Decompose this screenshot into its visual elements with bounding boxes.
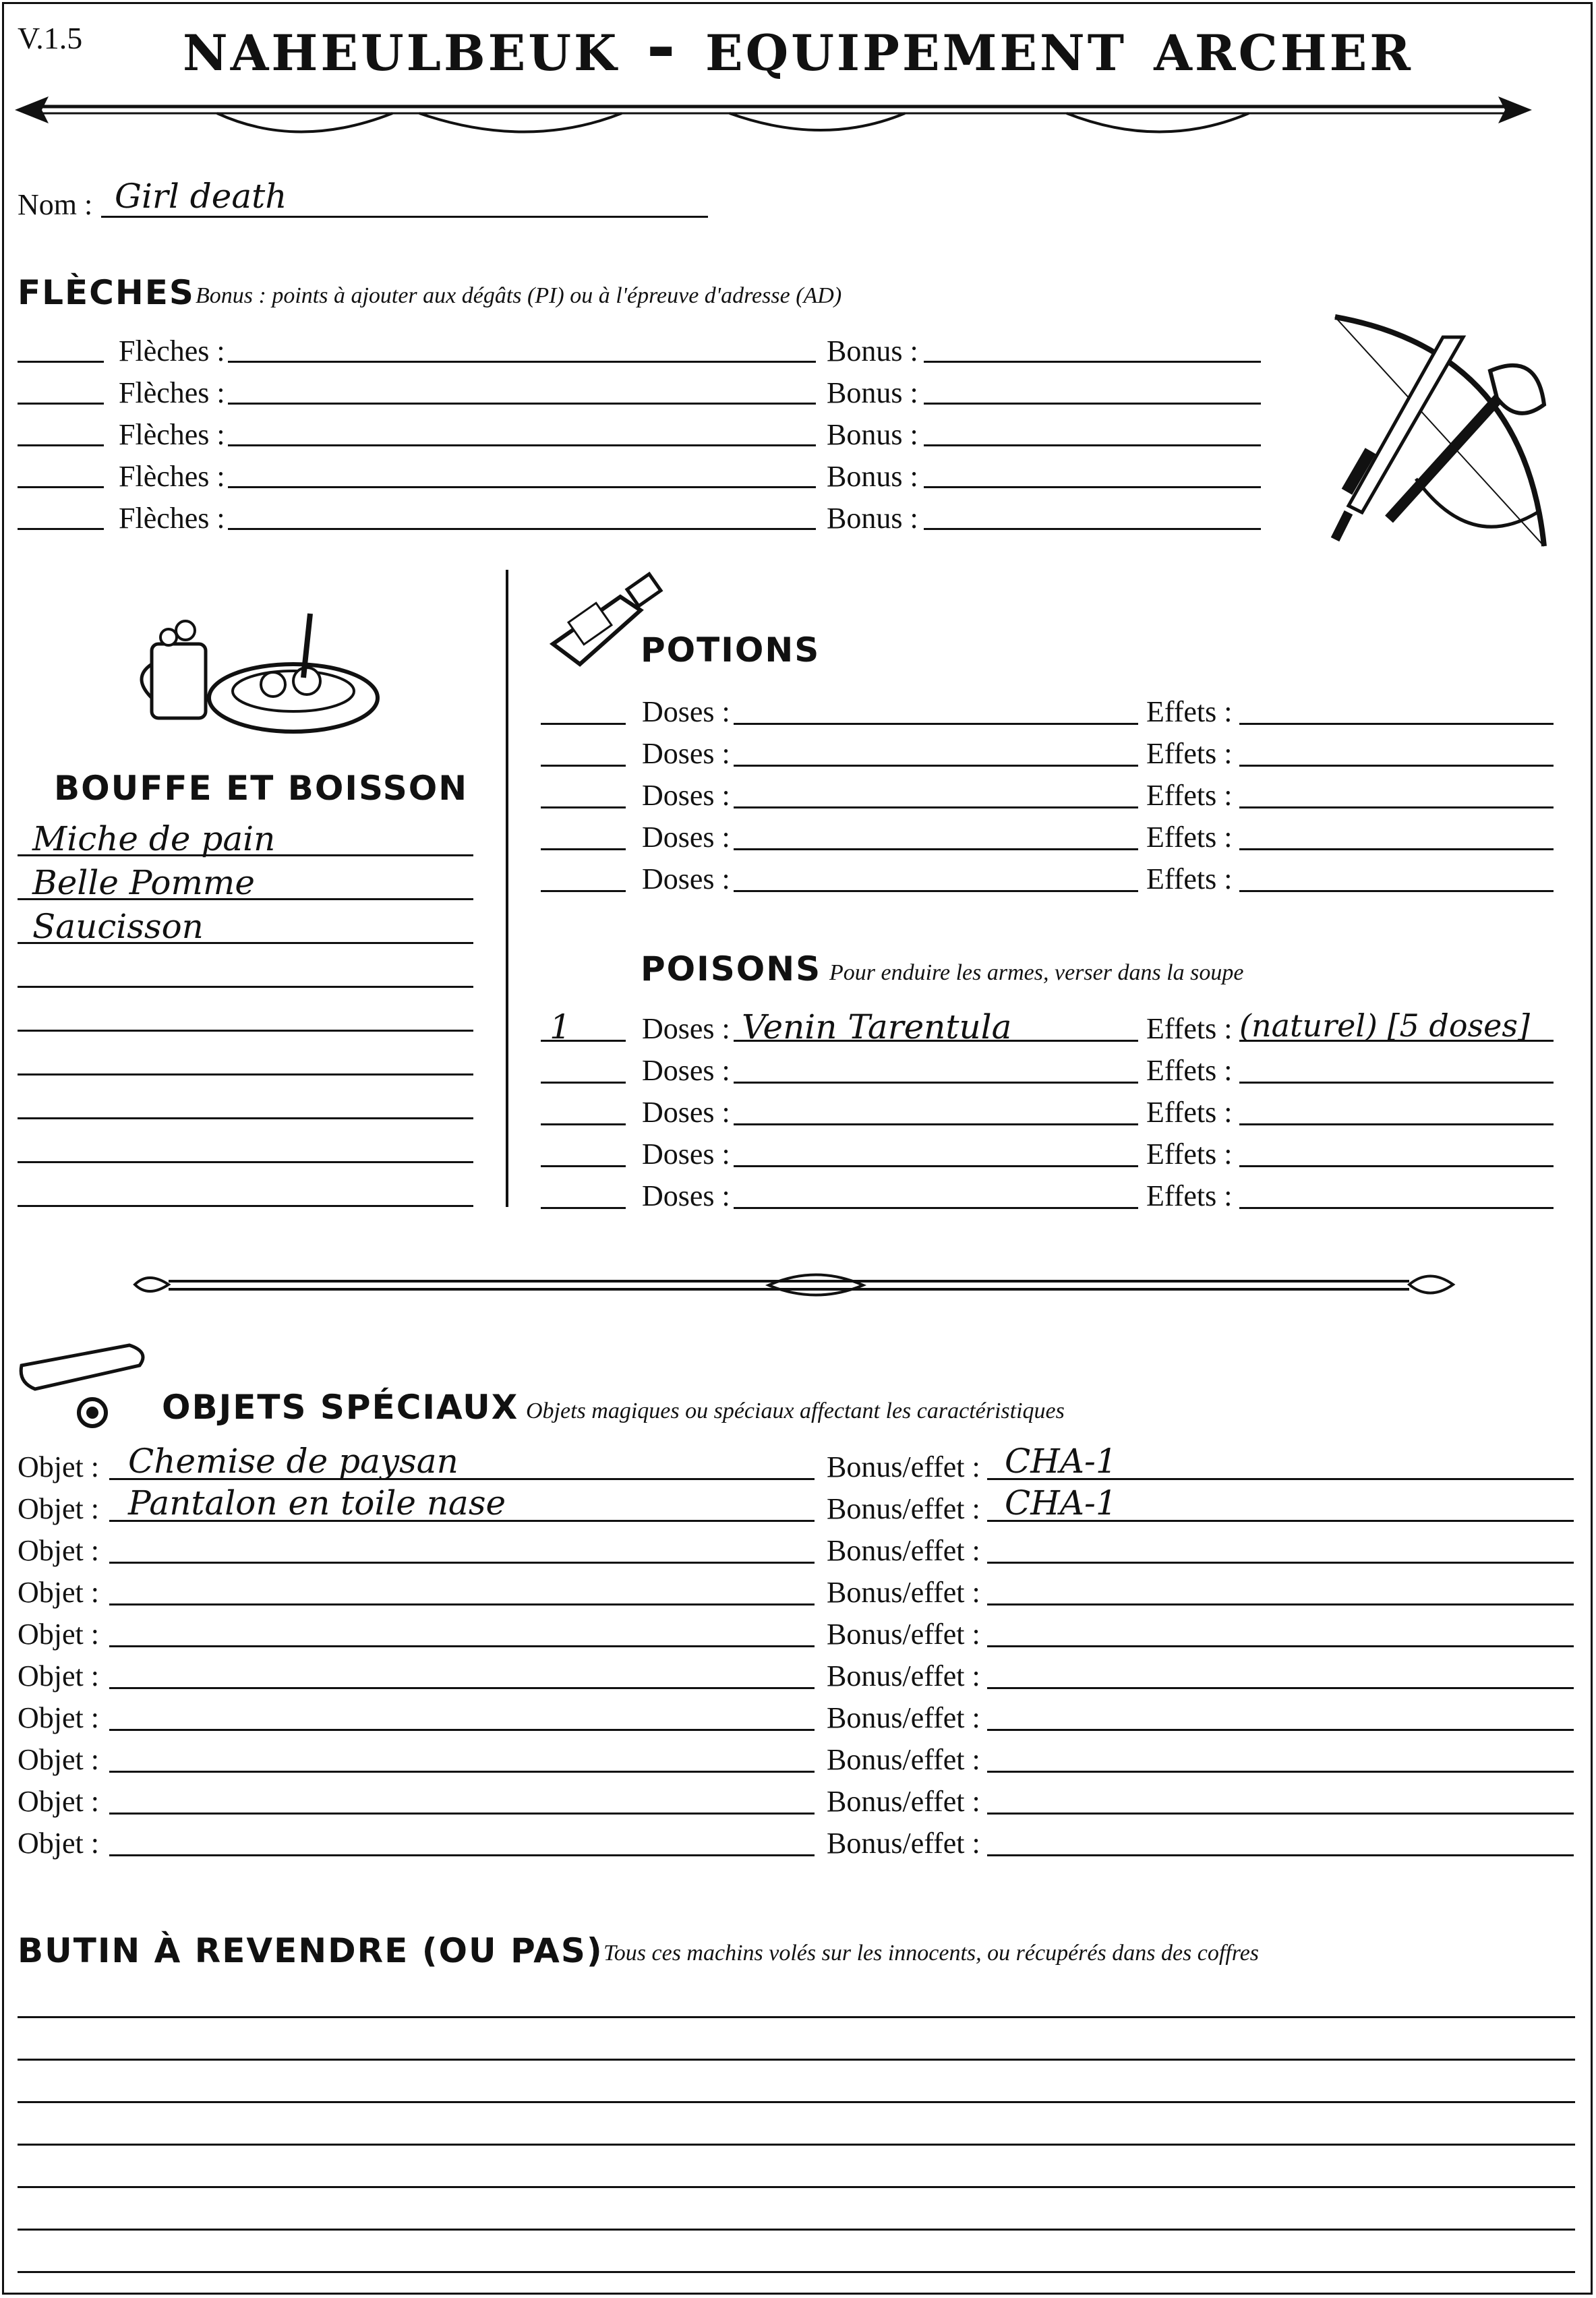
fleches-qty-line <box>18 444 104 446</box>
objet-label: Objet : <box>18 1659 99 1692</box>
objet-bonus-line <box>987 1645 1574 1647</box>
bouffe-line <box>18 1117 473 1119</box>
poisons-effets-label: Effets : <box>1146 1138 1233 1171</box>
fleches-qty-line <box>18 361 104 363</box>
potions-doses-label: Doses : <box>642 779 730 812</box>
objet-label: Objet : <box>18 1492 99 1525</box>
butin-line <box>18 2271 1575 2273</box>
fleches-name-line <box>228 444 816 446</box>
potions-doses-line <box>734 806 1138 808</box>
bouffe-title: BOUFFE ET BOISSON <box>54 769 469 808</box>
poisons-effets-label: Effets : <box>1146 1096 1233 1129</box>
poisons-effets-line <box>1239 1207 1554 1209</box>
objet-bonus-line <box>987 1562 1574 1564</box>
objet-bonus-label: Bonus/effet : <box>827 1659 980 1692</box>
poisons-qty-line <box>541 1165 626 1167</box>
scroll-ring-icon <box>15 1338 156 1433</box>
potions-effets-line <box>1239 806 1554 808</box>
objet-bonus-label: Bonus/effet : <box>827 1576 980 1609</box>
butin-line <box>18 2101 1575 2103</box>
poisons-effets-label: Effets : <box>1146 1179 1233 1212</box>
poisons-title: POISONS <box>641 949 822 989</box>
poisons-doses-label: Doses : <box>642 1012 730 1045</box>
poisons-effets-line <box>1239 1082 1554 1084</box>
staff-divider-icon <box>128 1261 1456 1308</box>
poisons-effets-line <box>1239 1123 1554 1125</box>
poisons-qty-line <box>541 1082 626 1084</box>
fleches-bonus-line <box>924 486 1261 488</box>
objet-bonus-label: Bonus/effet : <box>827 1743 980 1776</box>
butin-line <box>18 2186 1575 2188</box>
objet-line <box>109 1645 815 1647</box>
fleches-bonus-label: Bonus : <box>827 460 918 493</box>
objet-line <box>109 1729 815 1731</box>
bouffe-line <box>18 1073 473 1076</box>
poisons-doses-line <box>734 1082 1138 1084</box>
potions-doses-label: Doses : <box>642 695 730 728</box>
objet-line <box>109 1687 815 1689</box>
objet-label: Objet : <box>18 1785 99 1818</box>
poisons-qty-line <box>541 1207 626 1209</box>
name-label: Nom : <box>18 188 93 221</box>
poisons-doses-line <box>734 1123 1138 1125</box>
bouffe-line <box>18 986 473 988</box>
objet-label: Objet : <box>18 1701 99 1734</box>
objet-line <box>109 1771 815 1773</box>
bouffe-item[interactable]: Saucisson <box>32 907 204 946</box>
poisons-doses-label: Doses : <box>642 1054 730 1087</box>
fleches-bonus-label: Bonus : <box>827 418 918 451</box>
potions-doses-line <box>734 723 1138 725</box>
bouffe-line <box>18 1161 473 1163</box>
page-title: naheulbeuk - equipement archer <box>183 4 1413 87</box>
poisons-doses-line <box>734 1207 1138 1209</box>
potions-effets-line <box>1239 723 1554 725</box>
objet-line <box>109 1813 815 1815</box>
fleches-bonus-line <box>924 361 1261 363</box>
objet-line <box>109 1603 815 1605</box>
potions-effets-line <box>1239 765 1554 767</box>
bouffe-item[interactable]: Miche de pain <box>32 819 276 858</box>
poisons-effets-field[interactable]: (naturel) [5 doses] <box>1239 1007 1530 1044</box>
potions-qty-line <box>541 765 626 767</box>
potions-doses-label: Doses : <box>642 737 730 770</box>
potions-effets-label: Effets : <box>1146 862 1233 895</box>
potions-doses-label: Doses : <box>642 821 730 854</box>
objet-bonus-label: Bonus/effet : <box>827 1450 980 1483</box>
fleches-bonus-label: Bonus : <box>827 376 918 409</box>
poisons-qty-line <box>541 1123 626 1125</box>
fleches-label: Flèches : <box>119 460 225 493</box>
weapons-icon <box>1322 310 1571 553</box>
objet-bonus-label: Bonus/effet : <box>827 1492 980 1525</box>
potions-qty-line <box>541 848 626 850</box>
fleches-label: Flèches : <box>119 502 225 535</box>
objet-label: Objet : <box>18 1618 99 1651</box>
name-field[interactable]: Girl death <box>115 177 287 216</box>
poisons-effets-label: Effets : <box>1146 1012 1233 1045</box>
objet-label: Objet : <box>18 1576 99 1609</box>
fleches-name-line <box>228 403 816 405</box>
objet-bonus-label: Bonus/effet : <box>827 1534 980 1567</box>
objet-bonus-label: Bonus/effet : <box>827 1618 980 1651</box>
butin-line <box>18 2059 1575 2061</box>
butin-line <box>18 2229 1575 2231</box>
poisons-subtitle: Pour enduire les armes, verser dans la soupe <box>829 960 1244 985</box>
fleches-name-line <box>228 486 816 488</box>
poisons-doses-label: Doses : <box>642 1179 730 1212</box>
objet-bonus-line <box>987 1854 1574 1856</box>
butin-title: BUTIN À REVENDRE (OU PAS) <box>18 1931 603 1970</box>
poisons-effets-label: Effets : <box>1146 1054 1233 1087</box>
poisons-doses-field[interactable]: Venin Tarentula <box>742 1007 1012 1047</box>
fleches-name-line <box>228 361 816 363</box>
potions-effets-label: Effets : <box>1146 779 1233 812</box>
poisons-doses-label: Doses : <box>642 1096 730 1129</box>
objet-bonus-field[interactable]: CHA-1 <box>1005 1442 1117 1481</box>
fleches-bonus-line <box>924 528 1261 530</box>
poisons-effets-line <box>1239 1165 1554 1167</box>
objet-bonus-line <box>987 1729 1574 1731</box>
fleches-qty-line <box>18 403 104 405</box>
fleches-bonus-line <box>924 403 1261 405</box>
fleches-qty-line <box>18 486 104 488</box>
potions-doses-line <box>734 848 1138 850</box>
objet-bonus-field[interactable]: CHA-1 <box>1005 1483 1117 1523</box>
fleches-bonus-line <box>924 444 1261 446</box>
butin-line <box>18 2016 1575 2018</box>
objet-bonus-line <box>987 1687 1574 1689</box>
objets-title: OBJETS SPÉCIAUX <box>162 1388 519 1427</box>
objets-subtitle: Objets magiques ou spéciaux affectant les caractéristiques <box>526 1398 1065 1423</box>
objet-bonus-label: Bonus/effet : <box>827 1827 980 1860</box>
arrow-divider-icon <box>15 86 1532 147</box>
potions-title: POTIONS <box>641 630 821 670</box>
version-label: V.1.5 <box>18 21 83 55</box>
objet-bonus-line <box>987 1603 1574 1605</box>
objet-line <box>109 1562 815 1564</box>
potions-effets-line <box>1239 890 1554 892</box>
potions-effets-line <box>1239 848 1554 850</box>
objet-bonus-label: Bonus/effet : <box>827 1701 980 1734</box>
column-divider <box>506 570 508 1207</box>
bouffe-line <box>18 1030 473 1032</box>
bouffe-item[interactable]: Belle Pomme <box>32 863 255 902</box>
butin-subtitle: Tous ces machins volés sur les innocents, ou récupérés dans des coffres <box>603 1941 1260 1966</box>
objet-label: Objet : <box>18 1450 99 1483</box>
objet-field[interactable]: Pantalon en toile nase <box>128 1483 506 1523</box>
name-field-line <box>101 216 708 218</box>
bouffe-line <box>18 1205 473 1207</box>
poisons-doses-line <box>734 1165 1138 1167</box>
objet-label: Objet : <box>18 1827 99 1860</box>
potions-effets-label: Effets : <box>1146 737 1233 770</box>
poisons-qty-field[interactable]: 1 <box>550 1007 571 1047</box>
objet-label: Objet : <box>18 1534 99 1567</box>
fleches-name-line <box>228 528 816 530</box>
objet-field[interactable]: Chemise de paysan <box>128 1442 459 1481</box>
fleches-title: FLÈCHES <box>18 273 195 312</box>
potions-effets-label: Effets : <box>1146 821 1233 854</box>
potions-doses-label: Doses : <box>642 862 730 895</box>
potions-qty-line <box>541 723 626 725</box>
potions-effets-label: Effets : <box>1146 695 1233 728</box>
potions-doses-line <box>734 890 1138 892</box>
potions-qty-line <box>541 806 626 808</box>
objet-line <box>109 1854 815 1856</box>
poisons-doses-label: Doses : <box>642 1138 730 1171</box>
objet-label: Objet : <box>18 1743 99 1776</box>
objet-bonus-line <box>987 1771 1574 1773</box>
objet-bonus-label: Bonus/effet : <box>827 1785 980 1818</box>
fleches-label: Flèches : <box>119 376 225 409</box>
food-icon <box>138 603 381 738</box>
potions-doses-line <box>734 765 1138 767</box>
objet-bonus-line <box>987 1813 1574 1815</box>
fleches-qty-line <box>18 528 104 530</box>
fleches-label: Flèches : <box>119 334 225 367</box>
fleches-subtitle: Bonus : points à ajouter aux dégâts (PI) ou à l'épreuve d'adresse (AD) <box>196 283 842 308</box>
fleches-bonus-label: Bonus : <box>827 334 918 367</box>
butin-line <box>18 2144 1575 2146</box>
potions-qty-line <box>541 890 626 892</box>
fleches-label: Flèches : <box>119 418 225 451</box>
fleches-bonus-label: Bonus : <box>827 502 918 535</box>
